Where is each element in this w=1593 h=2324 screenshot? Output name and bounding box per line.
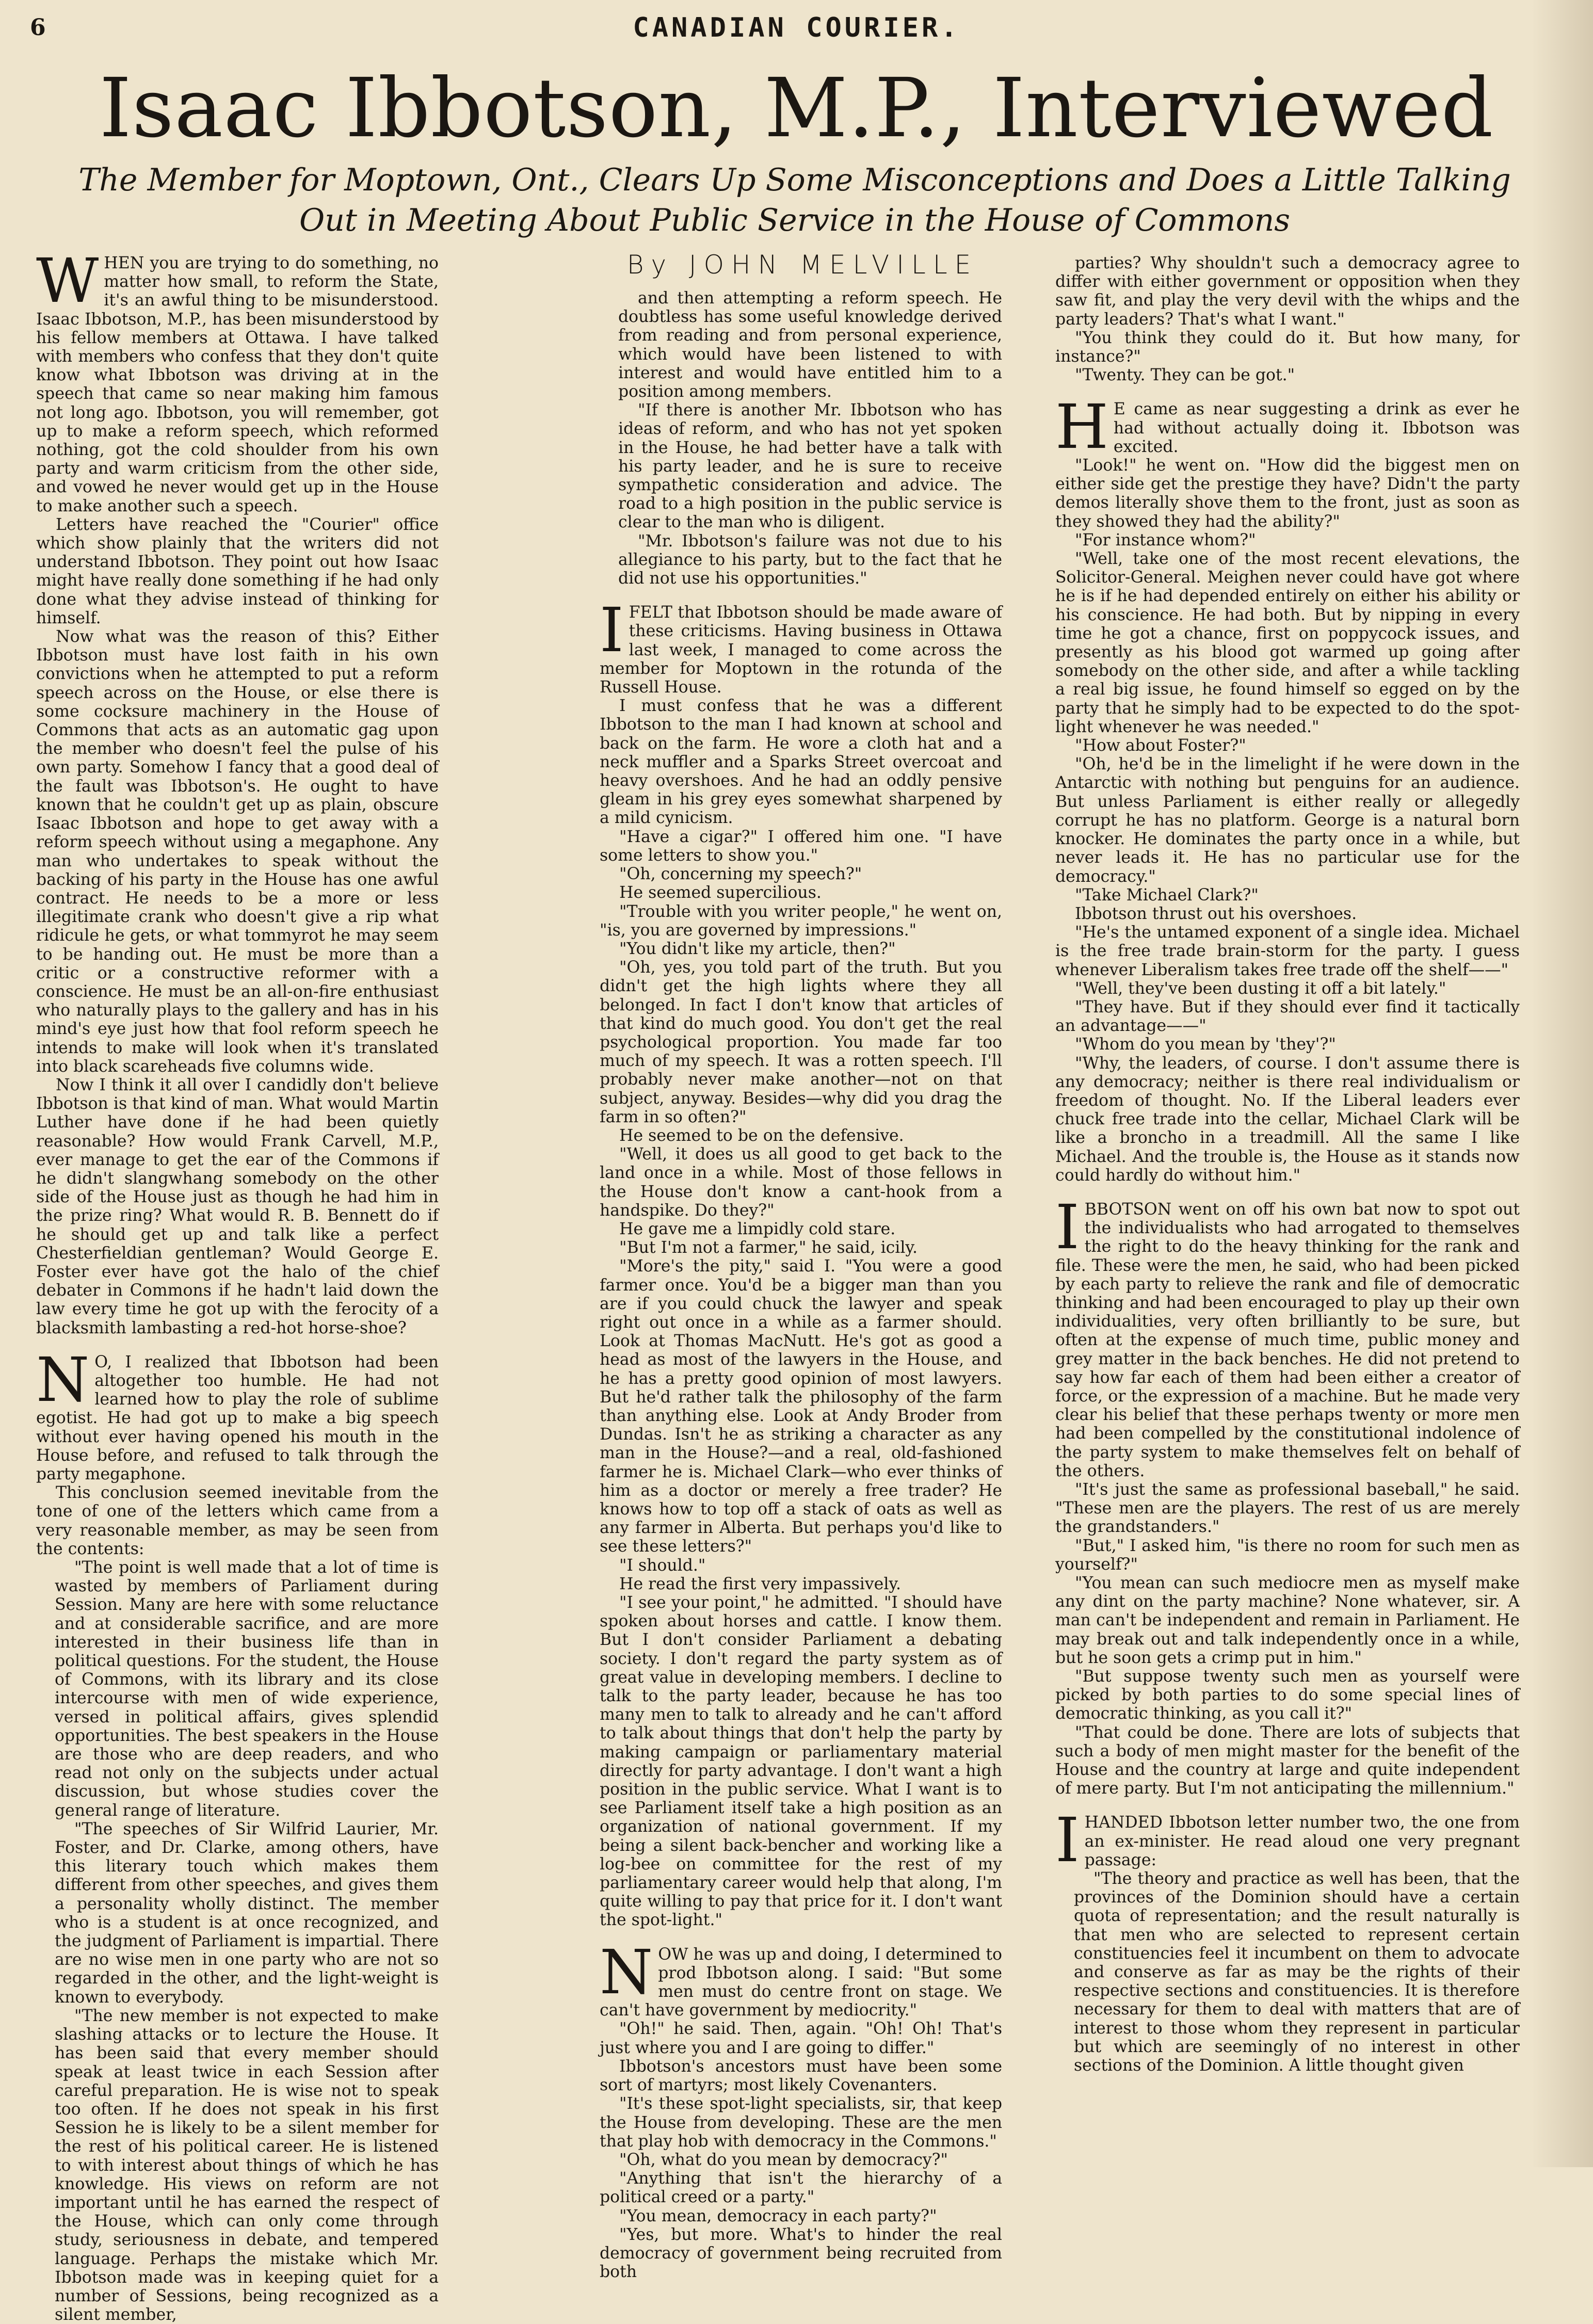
paragraph — [1055, 1574, 1520, 1667]
paragraph — [1074, 1869, 1520, 2075]
paragraph — [600, 1556, 1002, 1575]
paragraph — [55, 1820, 439, 2007]
paragraph-text: and then attempting a reform speech. He doubtless has some useful knowledge derived from reading and from personal experience, which would have been listened to with interest and would have entitled him to a position among members. — [618, 289, 1002, 401]
paragraph-text: E came as near suggesting a drink as ever he had without actually doing it. Ibbotson was excited. — [1113, 400, 1520, 456]
paragraph-text: "But," I asked him, "is there no room for such men as yourself?" — [1055, 1536, 1520, 1574]
paragraph-text: He seemed supercilious. — [619, 883, 822, 902]
paragraph-text: "It's these spot-light specialists, sir, that keep the House from developing. These are the men that play hob with democracy in the Commons." — [600, 2094, 1002, 2151]
paragraph — [600, 828, 1002, 865]
drop-cap: I — [1055, 1191, 1080, 1263]
paragraph — [600, 2207, 1002, 2225]
text-column-2 — [600, 289, 1003, 2282]
text-column-3 — [1055, 254, 1520, 2158]
paragraph-text: "Look!" he went on. "How did the biggest men on either side get the prestige they have? Didn't the party demos literally shove them to the front, just as soon as they showed they had the ability?" — [1055, 456, 1520, 531]
page-edge-shadow — [1531, 0, 1593, 2167]
section-gap — [600, 588, 1002, 603]
paragraph-text: Now what was the reason of this? Either Ibbotson must have lost faith in his own convictions when he attempted to put a reform speech across on the House, or else there is some cocksure machinery in the House of Commons that acts as an automatic gag upon the member who doesn't feel the pulse of his own party. Somehow I fancy that a good deal of the fault was Ibbotson's. He ought to have known that he couldn't get up as plain, obscure Isaac Ibbotson and hope to get away with a reform speech without using a megaphone. Any man who undertakes to speak without the backing of his party in the House has one awful contract. He needs to be a more or less illegitimate crank who doesn't give a rip what ridicule he gets, or what tommyrot he may seem to be handing out. He must be more than a critic or a constructive reformer with a conscience. He must be an all-on-fire enthusiast who naturally plays to the gallery and has in his mind's eye just how that fool reform speech he intends to make will look when it's translated into black scareheads five columns wide. — [36, 627, 439, 1076]
paragraph — [600, 940, 1002, 958]
paragraph-text: HEN you are trying to do something, no matter how small, to reform the State, it's an awful thing to be misunderstood. Isaac Ibbotson, M.P., has been misunderstood by his fellow members at Ottawa. I have talked with members who confess that they don't quite know what Ibbotson was driving at in the speech that came so near making him famous not long ago. Ibbotson, you will remember, got up to make a reform speech, which reformed nothing, got the cold shoulder from his own party and warm criticism from the other side, and vowed he never would get up in the House to make another such a speech. — [36, 254, 439, 515]
paragraph-text: "If there is another Mr. Ibbotson who has ideas of reform, and who has not yet spoken in the House, he had better have a talk with his party leader, and he is sure to receive sympathetic consideration and advice. The road to a high position in the public service is clear to the man who is diligent. — [618, 401, 1002, 532]
paragraph — [600, 2057, 1002, 2094]
paragraph-text: "Mr. Ibbotson's failure was not due to his allegiance to his party, but to the fact that he did not use his opportunities." — [618, 531, 1002, 588]
paragraph — [1055, 366, 1520, 384]
paragraph — [600, 2020, 1002, 2057]
paragraph — [55, 2007, 439, 2324]
paragraph-text: I must confess that he was a different Ibbotson to the man I had known at school and back on the farm. He wore a cloth hat and a neck muffler and a Sparks Street overcoat and heavy overshoes. And he had an oddly pensive gleam in his grey eyes somewhat sharpened by a mild cynicism. — [600, 697, 1002, 828]
paragraph — [618, 289, 1002, 401]
paragraph-text: "Take Michael Clark?" — [1075, 885, 1259, 905]
paragraph — [600, 2094, 1002, 2151]
section-gap — [1055, 384, 1520, 400]
paragraph-text: Letters have reached the "Courier" office which show plainly that the writers did not understand Ibbotson. They point out how Isaac might have really done something if he had only done what they advise instead of thinking for himself. — [36, 515, 439, 627]
paragraph — [600, 1238, 1002, 1257]
paragraph-text: "More's the pity," said I. "You were a good farmer once. You'd be a bigger man than you are if you could chuck the lawyer and speak right out once in a while as a farmer should. Look at Thomas MacNutt. He's got as good a head as most of the lawyers in the House, and he has a pretty good opinion of most lawyers. But he'd rather talk the philosophy of the farm than anything else. Look at Andy Broder from Dundas. Isn't he as striking a character as any man in the House?—and a real, old-fashioned farmer he is. Michael Clark—who ever thinks of him as a doctor or merely a free trader? He knows how to top off a stack of oats as well as any farmer in Alberta. But perhaps you'd like to see these letters?" — [600, 1257, 1002, 1556]
section-opening-paragraph — [1055, 1191, 1520, 1480]
drop-cap: H — [1055, 391, 1108, 463]
paragraph — [1055, 550, 1520, 736]
paragraph-text: "The theory and practice as well has been, that the provinces of the Dominion should have a certain quota of representation; and the result naturally is that men who are selected to represent certain constituencies feel it incumbent on them to advocate and conserve as far as may be the rights of their respective sections and constituencies. It is therefore necessary for them to deal with matters that are of interest to those whom they represent in particular but which are seemingly of no interest in other sections of the Dominion. A little thought given — [1074, 1869, 1520, 2075]
drop-cap: N — [600, 1936, 653, 2008]
paragraph — [600, 2169, 1002, 2206]
paragraph-text: "Yes, but more. What's to hinder the real democracy of government being recruited from both — [600, 2225, 1002, 2282]
paragraph — [1055, 329, 1520, 366]
paragraph-text: FELT that Ibbotson should be made aware of these criticisms. Having business in Ottawa last week, I managed to come across the member for Moptown in the rotunda of the Russell House. — [600, 603, 1002, 697]
paragraph — [1055, 531, 1520, 550]
paragraph — [1055, 1054, 1520, 1185]
paragraph-text: "You mean can such mediocre men as myself make any dint on the party machine? None whatever, sir. A man can't be independent and remain in Parliament. He may break out and talk independently once in a while, but he soon gets a crimp put in him." — [1055, 1574, 1520, 1667]
paragraph-text: parties? Why shouldn't such a democracy agree to differ with either government or opposition when they saw fit, and play the very devil with the whips and the party leaders? That's what I want." — [1055, 254, 1520, 329]
text-column-1 — [36, 245, 439, 2324]
paragraph-text: "Oh, what do you mean by democracy?" — [619, 2150, 948, 2169]
section-gap — [600, 1930, 1002, 1945]
paragraph — [36, 1076, 439, 1337]
paragraph — [600, 1126, 1002, 1145]
paragraph-text: "Trouble with you writer people," he went on, "is, you are governed by impressions." — [600, 902, 1002, 940]
paragraph-text: "I see your point," he admitted. "I should have spoken about horses and cattle. I know them. But I don't consider Parliament a debating society. I don't regard the party system as of great value in developing members. I decline to talk to the party leader, because he has too many men to talk to already and he can't afford to talk about things that don't help the party by making campaign or parliamentary material directly for party advantage. I don't want a high position in the public service. What I want is to see Parliament itself take a high position as an organization of national government. If my being a silent back-bencher and working like a log-bee on committee for the rest of my parliamentary career would help that along, I'm quite willing to pay that price for it. I don't want the spot-light." — [600, 1593, 1002, 1930]
paragraph-text: "You think they could do it. But how many, for instance?" — [1055, 328, 1520, 366]
section-opening-paragraph — [600, 1936, 1003, 2020]
section-opening-paragraph — [36, 1344, 439, 1483]
paragraph — [600, 958, 1002, 1126]
paragraph — [600, 697, 1002, 827]
section-opening-paragraph — [1055, 1804, 1520, 1876]
paragraph-text: He seemed to be on the defensive. — [619, 1126, 904, 1145]
paragraph — [36, 515, 439, 627]
paragraph — [600, 2225, 1002, 2282]
paragraph-text: "He's the untamed exponent of a single idea. Michael is the free trade brain-storm for the party. I guess whenever Liberalism takes free trade off the shelf——" — [1055, 923, 1520, 979]
paragraph — [600, 1575, 1002, 1593]
paragraph-text: "Twenty. They can be got." — [1075, 366, 1295, 385]
section-opening-paragraph — [36, 245, 439, 515]
paragraph — [1055, 1667, 1520, 1723]
paragraph-text: "The new member is not expected to make slashing attacks or to lecture the House. It has been said that every member should speak at least twice in each Session after careful preparation. He is wise not to speak too often. If he does not speak in his first Session he is likely to be a silent member for the rest of his political career. He is listened to with interest about things of which he has knowledge. His views on reform are not important until he has earned the respect of the House, which can only come through study, seriousness in debate, and tempered language. Perhaps the mistake which Mr. Ibbotson made was in keeping quiet for a number of Sessions, being recognized as a silent member, — [55, 2006, 439, 2324]
section-gap — [1055, 1185, 1520, 1200]
paragraph-text: "They have. But if they should ever find it tactically an advantage——" — [1055, 997, 1520, 1036]
paragraph — [618, 401, 1002, 531]
paragraph-text: "Oh!" he said. Then, again. "Oh! Oh! That's just where you and I are going to differ." — [600, 2020, 1002, 2057]
paragraph — [1055, 1035, 1520, 1054]
paragraph — [1055, 1480, 1520, 1537]
paragraph — [36, 1483, 439, 1558]
paragraph — [600, 2151, 1002, 2169]
paragraph-text: "You mean, democracy in each party?" — [619, 2206, 937, 2225]
paragraph — [1055, 755, 1520, 885]
paragraph-text: "For instance whom?" — [1075, 530, 1256, 550]
paragraph-text: HANDED Ibbotson letter number two, the one from an ex-minister. He read aloud one very pregnant passage: — [1084, 1813, 1520, 1869]
paragraph-text: BBOTSON went on off his own bat now to spot out the individualists who had arrogated to themselves the right to do the heavy thinking for the rank and file. These were the men, he said, who had been picked by each party to relieve the rank and file of democratic thinking and had been encouraged to play up their own individualities, very often brilliantly to be sure, but often at the expense of much time, public money and grey matter in the back benches. He did not pretend to say how far each of them had been either a creator of force, or the expression of a machine. But he made very clear his belief that these perhaps twenty or more men had been compelled by the constitutional indolence of the party system to make themselves felt on behalf of the others. — [1055, 1200, 1520, 1480]
paragraph-text: Ibbotson thrust out his overshoes. — [1075, 904, 1357, 923]
paragraph — [618, 532, 1002, 588]
paragraph — [600, 883, 1002, 902]
paragraph-text: Ibbotson's ancestors must have been some sort of martyrs; most likely Covenanters. — [600, 2057, 1002, 2095]
paragraph-text: "I should." — [619, 1556, 706, 1575]
paragraph — [1055, 979, 1520, 998]
paragraph — [1055, 736, 1520, 755]
masthead: CANADIAN COURIER. — [633, 12, 960, 43]
paragraph-text: "But suppose twenty such men as yourself were picked by both parties to do some special lines of democratic thinking, as you call it?" — [1055, 1667, 1520, 1723]
section-gap — [36, 1337, 439, 1353]
paragraph — [1055, 886, 1520, 905]
paragraph-text: "Well, it does us all good to get back to the land once in a while. Most of those fellows in the House don't know a cant-hook from a handspike. Do they?" — [600, 1145, 1002, 1220]
paragraph — [1055, 456, 1520, 531]
paragraph — [600, 1145, 1002, 1220]
drop-cap: I — [1055, 1804, 1080, 1876]
paragraph-text: "Well, take one of the most recent elevations, the Solicitor-General. Meighen never could have got where he is if he had depended entirely on either his ability or his conscience. He had both. But by nipping in every time he got a chance, first on poppycock issues, and presently as his blood got warmed up going after somebody on the other side, and after a while tackling a real big issue, he found himself so egged on by the party that he simply had to be expected to do the spot-light whenever he was needed." — [1055, 550, 1520, 736]
paragraph-text: "How about Foster?" — [1075, 736, 1246, 755]
paragraph-text: "Well, they've been dusting it off a bit lately." — [1075, 979, 1446, 998]
paragraph-text: "That could be done. There are lots of subjects that such a body of men might master for the benefit of the House and the country at large and quite independent of mere party. But I'm not anticipating the millennium." — [1055, 1723, 1520, 1798]
paragraph — [600, 1220, 1002, 1238]
paragraph — [600, 1593, 1002, 1930]
paragraph — [600, 902, 1002, 940]
paragraph — [1055, 254, 1520, 329]
paragraph — [36, 627, 439, 1076]
paragraph-text: "Why, the leaders, of course. I don't assume there is any democracy; neither is there real individualism or freedom of thought. No. If the Liberal leaders ever chuck free trade into the cellar, Michael Clark will be like a broncho in a treadmill. All the same I like Michael. And the trouble is, the House as it stands now could hardly do without him." — [1055, 1054, 1520, 1185]
paragraph-text: "Anything that isn't the hierarchy of a political creed or a party." — [600, 2169, 1002, 2207]
paragraph-text: Now I think it all over I candidly don't believe Ibbotson is that kind of man. What would Martin Luther have done if he had been quietly reasonable? How would Frank Carvell, M.P., ever manage to get the ear of the Commons if he didn't slangwhang somebody on the other side of the House just as though he had him in the prize ring? What would R. B. Bennett do if he should get up and talk like a perfect Chesterfieldian gentleman? Would George E. Foster ever have got the halo of the chief debater in Commons if he hadn't laid down the law every time he got up with the ferocity of a blacksmith lambasting a red-hot horse-shoe? — [36, 1075, 439, 1337]
section-opening-paragraph — [1055, 391, 1520, 463]
paragraph-text: "Oh, concerning my speech?" — [619, 865, 862, 884]
drop-cap: I — [600, 594, 624, 666]
drop-cap: W — [36, 245, 99, 316]
drop-cap: N — [36, 1344, 90, 1415]
section-gap — [1055, 1798, 1520, 1813]
paragraph-text: OW he was up and doing, I determined to prod Ibbotson along. I said: "But some men must do centre front on stage. We can't have government by mediocrity." — [600, 1945, 1003, 2020]
paragraph — [55, 1558, 439, 1820]
paragraph-text: This conclusion seemed inevitable from the tone of one of the letters which came from a very reasonable member, as may be seen from the contents: — [36, 1483, 439, 1558]
paragraph-text: He gave me a limpidly cold stare. — [619, 1219, 896, 1238]
paragraph-text: "Oh, he'd be in the limelight if he were down in the Antarctic with nothing but penguins for an audience. But unless Parliament is either really or allegedly corrupt he has no platform. George is a natural born knocker. He dominates the party once in a while, but never leads it. He has no particular use for the democracy." — [1055, 755, 1520, 886]
paragraph-text: He read the first very impassively. — [619, 1574, 902, 1593]
paragraph-text: O, I realized that Ibbotson had been altogether too humble. He had not learned how to play the role of sublime egotist. He had got up to make a big speech without ever having opened his mouth in the House before, and refused to talk through the party megaphone. — [36, 1352, 439, 1483]
paragraph — [600, 865, 1002, 883]
paragraph-text: "The speeches of Sir Wilfrid Laurier, Mr. Foster, and Dr. Clarke, among others, have this literary touch which makes them different from other speeches, and gives them a personality wholly distinct. The member who is a student is at once recognized, and the judgment of Parliament is impartial. There are no wise men in one party who are not so regarded in the other, and the light-weight is known to everybody. — [55, 1819, 439, 2007]
article-subtitle: The Member for Moptown, Ont., Clears Up Some Misconceptions and Does a Little Talking Out in Meeting About Public Service in the House of Commons — [78, 162, 1511, 238]
article-title: Isaac Ibbotson, M.P., Interviewed — [99, 61, 1494, 156]
paragraph-text: "Have a cigar?" I offered him one. "I have some letters to show you." — [600, 827, 1002, 865]
paragraph-text: "The point is well made that a lot of time is wasted by members of Parliament during Session. Many are here with some reluctance and at considerable sacrifice, and are more interested in their business life than in political questions. For the student, the House of Commons, with its library and its close intercourse with men of wide experience, versed in political affairs, gives splendid opportunities. The best speakers in the House are those who are deep readers, and who read not only on the subjects under actual discussion, but whose studies cover the general range of literature. — [55, 1558, 439, 1820]
paragraph — [1055, 923, 1520, 979]
paragraph — [600, 1257, 1002, 1556]
paragraph-text: "Oh, yes, you told part of the truth. But you didn't get the high lights where they all belonged. In fact I don't know that articles of that kind do much good. You don't get the real psychological proportion. You made far too much of my speech. It was a rotten speech. I'll probably never make another—not on that subject, anyway. Besides—why did you drag the farm in so often?" — [600, 958, 1002, 1126]
paragraph — [1055, 1723, 1520, 1798]
paragraph-text: "But I'm not a farmer," he said, icily. — [619, 1238, 918, 1257]
paragraph — [1055, 998, 1520, 1035]
paragraph-text: "You didn't like my article, then?" — [619, 939, 896, 958]
paragraph — [1055, 1537, 1520, 1574]
paragraph — [1055, 905, 1520, 923]
page-number: 6 — [30, 14, 46, 41]
paragraph-text: "Whom do you mean by 'they'?" — [1075, 1035, 1336, 1054]
section-opening-paragraph — [600, 594, 1002, 697]
byline: By JOHN MELVILLE — [626, 250, 978, 280]
paragraph-text: "It's just the same as professional baseball," he said. "These men are the players. The rest of us are merely the grandstanders." — [1055, 1480, 1520, 1537]
